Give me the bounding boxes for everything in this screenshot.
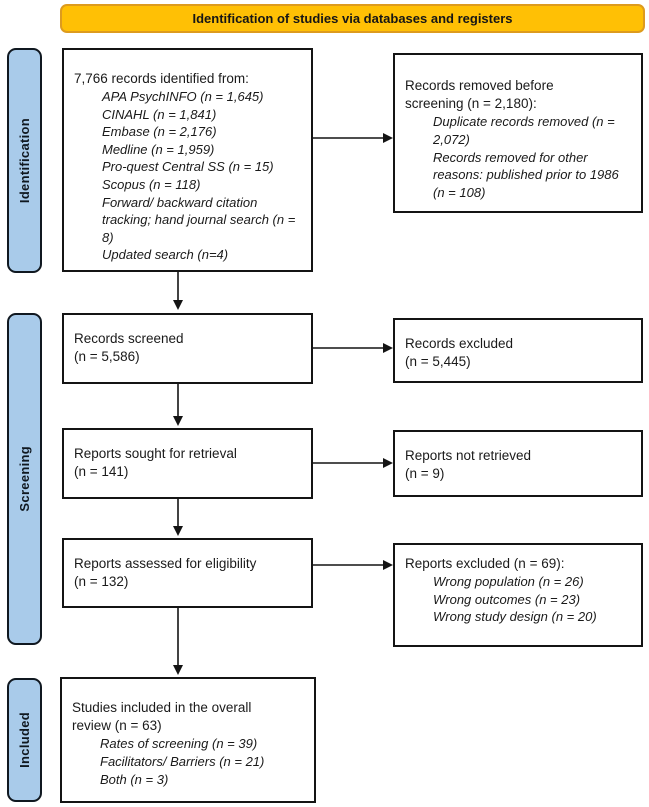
arrow-sought-to-assessed bbox=[173, 499, 183, 536]
box-studies-included bbox=[60, 677, 316, 803]
box-subitem: Scopus (n = 118) bbox=[102, 176, 201, 192]
box-subitem: Both (n = 3) bbox=[100, 771, 169, 787]
box-label-line: Reports not retrieved bbox=[405, 448, 532, 463]
box-heading: 7,766 records identified from: bbox=[74, 71, 249, 86]
arrow-assessed-to-included bbox=[173, 608, 183, 675]
box-label-line: Records excluded bbox=[405, 336, 514, 351]
box-subitem: Medline (n = 1,959) bbox=[102, 141, 215, 157]
phase-bar-identification bbox=[7, 48, 42, 273]
box-count-line: (n = 141) bbox=[74, 464, 129, 480]
phase-label-included: Included bbox=[17, 712, 32, 768]
box-subitem: Wrong outcomes (n = 23) bbox=[433, 591, 581, 607]
box-count-line: (n = 132) bbox=[74, 574, 129, 590]
box-reports-excluded bbox=[393, 543, 643, 647]
box-subitem: Records removed for other reasons: published prior to 1986 (n = 108) bbox=[433, 149, 619, 200]
phase-label-screening: Screening bbox=[17, 446, 32, 512]
box-subitem: Wrong population (n = 26) bbox=[433, 574, 584, 590]
phase-bar-screening bbox=[7, 313, 42, 645]
phase-bar-included bbox=[7, 678, 42, 802]
box-subitem: Duplicate records removed (n = 2,072) bbox=[433, 114, 615, 147]
arrow-identified-to-removed bbox=[313, 133, 393, 143]
box-label-line: Reports assessed for eligibility bbox=[74, 556, 257, 571]
arrow-screened-to-sought bbox=[173, 384, 183, 426]
box-subitem: Pro-quest Central SS (n = 15) bbox=[102, 159, 274, 175]
box-subitem: APA PsychINFO (n = 1,645) bbox=[102, 89, 264, 105]
box-subitem: Facilitators/ Barriers (n = 21) bbox=[100, 753, 265, 769]
arrow-assessed-to-reports-excluded bbox=[313, 560, 393, 570]
box-records-excluded bbox=[393, 318, 643, 383]
box-subitem: Embase (n = 2,176) bbox=[102, 124, 217, 140]
box-label-line: Reports sought for retrieval bbox=[74, 446, 237, 461]
box-subitem: CINAHL (n = 1,841) bbox=[102, 106, 217, 122]
box-heading: Reports excluded (n = 69): bbox=[405, 556, 565, 571]
arrow-screened-to-excluded bbox=[313, 343, 393, 353]
box-records-identified bbox=[62, 48, 313, 272]
arrow-sought-to-not-retrieved bbox=[313, 458, 393, 468]
box-heading: Records removed before screening (n = 2,180): bbox=[405, 78, 554, 112]
box-records-screened bbox=[62, 313, 313, 384]
box-reports-not-retrieved bbox=[393, 430, 643, 497]
diagram-title: Identification of studies via databases and registers bbox=[192, 11, 513, 26]
phase-label-identification: Identification bbox=[17, 117, 32, 204]
box-heading: Studies included in the overall review (n = 63) bbox=[72, 700, 252, 734]
box-count-line: (n = 5,586) bbox=[74, 349, 140, 365]
box-reports-assessed bbox=[62, 538, 313, 608]
box-label-line: Records screened bbox=[74, 331, 184, 346]
arrow-identified-to-screened bbox=[173, 272, 183, 310]
box-subitem: Rates of screening (n = 39) bbox=[100, 736, 258, 752]
box-subitem: Updated search (n=4) bbox=[102, 247, 229, 263]
box-subitem: Forward/ backward citation tracking; hand journal search (n = 8) bbox=[102, 194, 296, 245]
box-reports-sought bbox=[62, 428, 313, 499]
diagram-title-banner bbox=[60, 4, 645, 33]
box-count-line: (n = 5,445) bbox=[405, 354, 471, 370]
box-subitem: Wrong study design (n = 20) bbox=[433, 609, 597, 625]
box-records-removed bbox=[393, 53, 643, 213]
box-count-line: (n = 9) bbox=[405, 466, 445, 482]
